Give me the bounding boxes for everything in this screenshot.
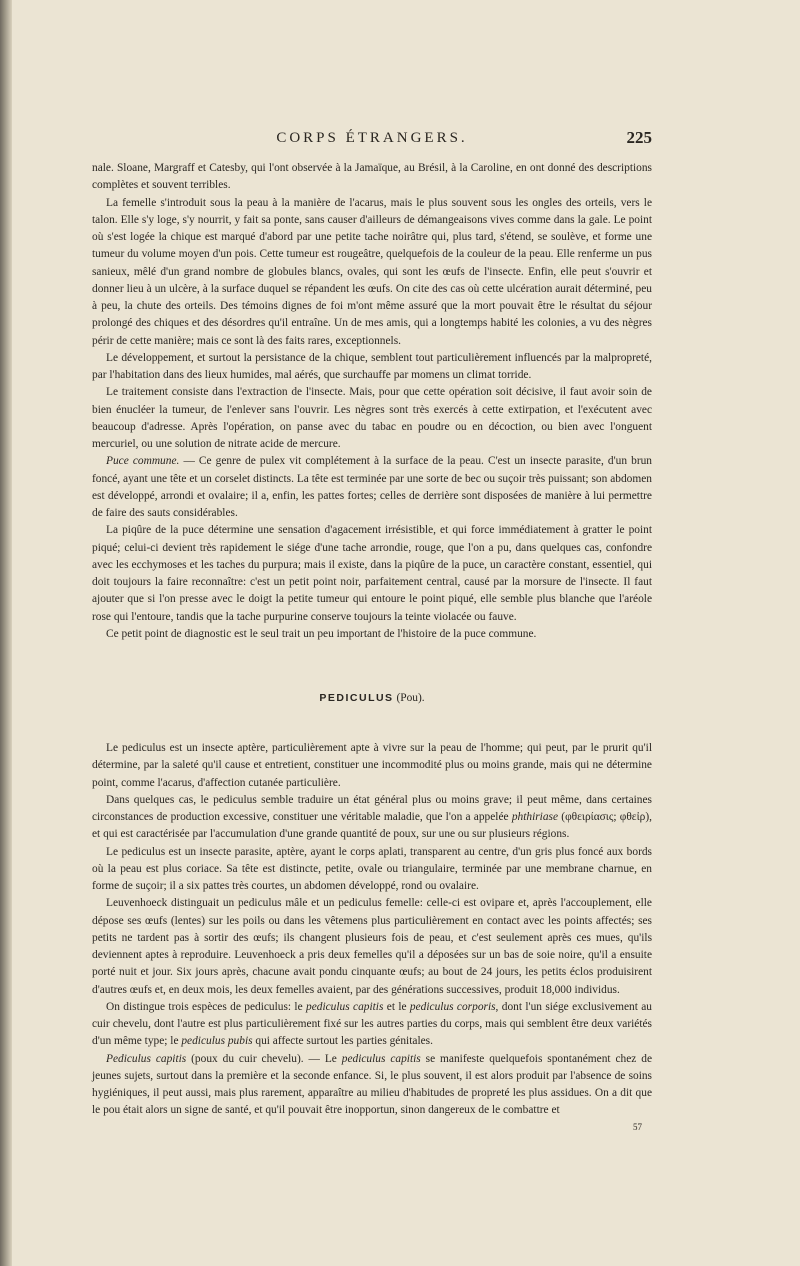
puce-text: — Ce genre de pulex vit complétement à la surface de la peau. C'est un insecte parasite, d'un brun foncé, ayant une tête et un corselet distincts. La tête est terminée par une sorte de bec ou suçoir très puissant; son abdomen est développé, arrondi et ovalaire; il a, enfin, les pattes fortes; celles de derrière sont disposées de manière à lui permettre de faire des sauts considérables. xyxy=(92,455,653,519)
paragraph-4: Le traitement consiste dans l'extraction de l'insecte. Mais, pour que cette opération soit décisive, il faut avoir soin de bien énucléer la tumeur, de l'enlever sans l'ouvrir. Les nègres sont très exercés à cette extirpation, et l'exécutent avec beaucoup d'adresse. Après l'opération, on panse avec du tabac en poudre ou en décoction, ou bien avec l'onguent mercuriel, ou une solution de nitrate acide de mercure. xyxy=(92,386,652,450)
species-text-2: et le xyxy=(383,1000,410,1013)
capitis-text-1: (poux du cuir chevelu). — Le xyxy=(186,1052,342,1065)
paragraph-7: Ce petit point de diagnostic est le seul trait un peu important de l'histoire de la puce commune. xyxy=(106,627,537,640)
capitis-term-2: pediculus capitis xyxy=(341,1052,421,1065)
paragraph-8: Le pediculus est un insecte aptère, particulièrement apte à vivre sur la peau de l'homme; qui peut, par le prurit qu'il détermine, par la saleté qu'il cause et entretient, constituer une incommodité plus ou moins grande, mais qui ne détermine point, comme l'acarus, d'affection cutanée particulière. xyxy=(92,742,652,789)
paragraph-11: Leuvenhoeck distinguait un pediculus mâle et un pediculus femelle: celle-ci est ovipare et, après l'accouplement, elle dépose ses œufs (lentes) sur les poils ou dans les vêtemens plus particulièrement en contact avec les points affectés; ses petits ne tardent pas à sortir des œufs; ils changent plusieurs fois de peau, et c'est seulement après ces mues, qu'ils deviennent aptes à reproduire. Leuvenhoeck a pris deux femelles qu'il a déposées sur un bas de soie noire, qu'il a ensuite porté nuit et jour. Six jours après, chacune avait pondu cinquante œufs; au bout de 24 jours, les petits éclos produisirent d'autres œufs et, en deux mois, les deux femelles avaient, par des générations successives, produit 18,000 individus. xyxy=(92,897,652,996)
species-text-4: qui affecte surtout les parties génitales. xyxy=(252,1035,433,1048)
book-binding-edge xyxy=(0,0,12,1266)
running-head xyxy=(92,128,652,150)
paragraph-2: La femelle s'introduit sous la peau à la manière de l'acarus, mais le plus souvent sous les ongles des orteils, vers le talon. Elle s'y loge, s'y nourrit, y fait sa ponte, sans causer d'ailleurs de démangeaisons vives comme dans la gale. Le point où s'est logée la chique est marqué d'abord par une petite tache noirâtre qui, plus tard, s'étend, se soulève, et forme une tumeur du volume moyen d'un pois. Cette tumeur est rougeâtre, quelquefois de la couleur de la peau. Elle renferme un pus sanieux, mêlé d'un grand nombre de globules blancs, ovales, qui sont les œufs de l'insecte. Enfin, elle peut s'ouvrir et donner lieu à un ulcère, à la surface duquel se répandent les œufs. On cite des cas où cette ulcération aurait déterminé, peu à peu, la chute des orteils. Des témoins dignes de foi m'ont même assuré que la mort pouvait être le résultat du séjour prolongé des chiques et des désordres qu'il entraîne. Un de mes amis, qui a longtemps habité les colonies, a vu des nègres périr de cette manière; mais ce sont là des faits rares, exceptionnels. xyxy=(92,196,652,347)
capitis-text-2: se manifeste quelquefois spontanément chez de jeunes sujets, surtout dans la première et la seconde enfance. Si, le plus souvent, il est alors produit par l'absence de soins hygiéniques, il peut aussi, mais plus rarement, apparaître au milieu d'habitudes de propreté les plus assidues. On a dit que le pou était alors un signe de santé, et qu'il pouvait être inopportun, sinon dangereux de le combattre et xyxy=(92,1052,652,1117)
section-title: PEDICULUS xyxy=(319,692,394,704)
signature-mark: 57 xyxy=(633,1121,642,1132)
phthiriase-term: phthiriase xyxy=(511,811,559,823)
page-number: 225 xyxy=(626,128,652,147)
species-text-1: On distingue trois espèces de pediculus: le xyxy=(106,1000,307,1013)
species-pubis: pediculus pubis xyxy=(181,1035,253,1048)
phthiriase-after: et qui est caractérisée par l'accumulation d'une grande quantité de poux, sur une ou sur plusieurs régions. xyxy=(92,828,570,841)
puce-term: Puce commune. xyxy=(106,455,180,468)
paragraph-1: nale. Sloane, Margraff et Catesby, qui l'ont observée à la Jamaïque, au Brésil, à la Caroline, en ont donné des descriptions complètes et souvent terribles. xyxy=(92,162,652,192)
species-text-3: , dont l'un siége exclusivement au cuir chevelu, dont l'autre est plus particulièrement fixé sur les autres parties du corps, mais qui semblent être deux variétés d'un même type; le xyxy=(92,1000,652,1048)
species-corporis: pediculus corporis xyxy=(409,1000,496,1013)
species-capitis: pediculus capitis xyxy=(306,1000,384,1013)
paragraph-capitis xyxy=(92,1051,652,1120)
capitis-term: Pediculus capitis xyxy=(106,1052,187,1065)
paragraph-species xyxy=(92,999,652,1051)
paragraph-6: La piqûre de la puce détermine une sensation d'agacement irrésistible, et qui force immédiatement à gratter le point piqué; celui-ci devient très rapidement le siége d'une tache arrondie, rouge, que l'on a pu, dans quelques cas, confondre avec les ecchymoses et les taches du purpura; mais il existe, dans la piqûre de la puce, un caractère constant, essentiel, qui doit toujours la faire reconnaître: c'est un petit point noir, parfaitement central, causé par la morsure de l'insecte. Il faut ajouter que si l'on presse avec le doigt la petite tumeur qui entoure le point piqué, elle semble plus blanche que l'aréole rose qui l'entoure, tandis que la tache purpurine conserve toujours la teinte violacée ou fauve. xyxy=(92,524,652,623)
phthiriase-greek: (φθειρίασις; φθεἰρ), xyxy=(558,811,652,823)
section-subtitle: (Pou). xyxy=(396,692,425,704)
phthiriase-before: Dans quelques cas, le pediculus semble traduire un état général plus ou moins grave; il peut même, dans certaines circonstances de production excessive, constituer une véritable maladie, que l'on a appelée xyxy=(92,793,652,823)
paragraph-10: Le pediculus est un insecte parasite, aptère, ayant le corps aplati, transparent au centre, d'un gris plus foncé aux bords où la peau est plus coriace. Sa tête est distincte, petite, ovale ou triangulaire, terminée par une membrane charnue, en forme de suçoir; il a six pattes très courtes, un abdomen développé, rond ou ovalaire. xyxy=(92,845,652,892)
page-content xyxy=(92,128,652,1132)
paragraph-puce xyxy=(92,453,652,522)
running-head-title: CORPS ÉTRANGERS. xyxy=(276,130,468,146)
section-heading xyxy=(92,692,652,704)
paragraph-phthiriase xyxy=(92,792,652,844)
paragraph-3: Le développement, et surtout la persistance de la chique, semblent tout particulièrement influencés par la malpropreté, par l'habitation dans des lieux humides, mal aérés, que surchauffe par momens un climat torride. xyxy=(92,351,652,381)
